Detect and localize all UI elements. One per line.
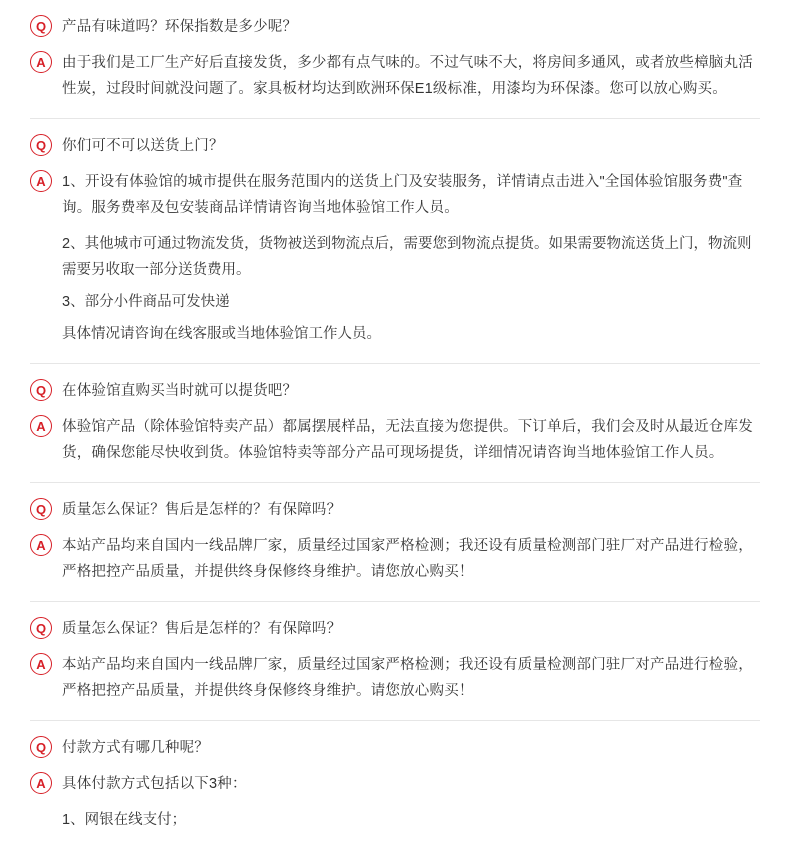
faq-answer-text: 具体付款方式包括以下3种： xyxy=(62,776,247,792)
faq-answer-extra-text: 3、部分小件商品可发快递 xyxy=(62,294,230,310)
answer-badge-icon: A xyxy=(30,170,52,192)
faq-item xyxy=(30,483,760,602)
faq-question-row xyxy=(30,616,760,642)
faq-answer-row xyxy=(30,169,760,221)
faq-answer-row xyxy=(30,771,760,797)
faq-answer-extra-row xyxy=(30,321,760,347)
faq-answer-text: 本站产品均来自国内一线品牌厂家，质量经过国家严格检测；我还设有质量检测部门驻厂对产品进行检验，严格把控产品质量，并提供终身保修终身维护。请您放心购买！ xyxy=(62,538,753,580)
answer-badge-icon: A xyxy=(30,772,52,794)
faq-question-row xyxy=(30,14,760,40)
question-badge-icon: Q xyxy=(30,134,52,156)
faq-question-row xyxy=(30,735,760,761)
question-badge-icon: Q xyxy=(30,617,52,639)
faq-answer-extra-text: 2、其他城市可通过物流发货，货物被送到物流点后，需要您到物流点提货。如果需要物流送货上门，物流则需要另收取一部分送货费用。 xyxy=(62,236,752,278)
faq-item xyxy=(30,119,760,364)
answer-badge-icon: A xyxy=(30,415,52,437)
faq-answer-text: 1、开设有体验馆的城市提供在服务范围内的送货上门及安装服务，详情请点击进入"全国体验馆服务费"查询。服务费率及包安装商品详情请咨询当地体验馆工作人员。 xyxy=(62,174,743,216)
faq-answer-extra-row xyxy=(30,231,760,283)
answer-badge-icon: A xyxy=(30,51,52,73)
faq-answer-text: 体验馆产品（除体验馆特卖产品）都属摆展样品，无法直接为您提供。下订单后，我们会及时从最近仓库发货，确保您能尽快收到货。体验馆特卖等部分产品可现场提货，详细情况请咨询当地体验馆工作人员。 xyxy=(62,419,753,461)
faq-question-text: 在体验馆直购买当时就可以提货吧？ xyxy=(62,383,298,399)
question-badge-icon: Q xyxy=(30,498,52,520)
faq-question-text: 质量怎么保证？售后是怎样的？有保障吗？ xyxy=(62,621,342,637)
faq-answer-extra-text: 1、网银在线支付； xyxy=(62,812,187,828)
faq-question-text: 质量怎么保证？售后是怎样的？有保障吗？ xyxy=(62,502,342,518)
faq-question-row xyxy=(30,497,760,523)
faq-item xyxy=(30,602,760,721)
answer-badge-icon: A xyxy=(30,653,52,675)
faq-question-row xyxy=(30,378,760,404)
faq-answer-row xyxy=(30,50,760,102)
faq-question-text: 产品有味道吗？环保指数是多少呢？ xyxy=(62,19,298,35)
faq-answer-extra-text: 具体情况请咨询在线客服或当地体验馆工作人员。 xyxy=(62,326,381,342)
answer-badge-icon: A xyxy=(30,534,52,556)
faq-item xyxy=(30,364,760,483)
faq-answer-text: 本站产品均来自国内一线品牌厂家，质量经过国家严格检测；我还设有质量检测部门驻厂对产品进行检验，严格把控产品质量，并提供终身保修终身维护。请您放心购买！ xyxy=(62,657,753,699)
faq-answer-extra-row xyxy=(30,807,760,833)
question-badge-icon: Q xyxy=(30,15,52,37)
faq-answer-extra-row xyxy=(30,289,760,315)
faq-answer-text: 由于我们是工厂生产好后直接发货，多少都有点气味的。不过气味不大，将房间多通风，或者放些樟脑丸活性炭，过段时间就没问题了。家具板材均达到欧洲环保E1级标准，用漆均为环保漆。您可以放心购买。 xyxy=(62,55,753,97)
faq-answer-row xyxy=(30,652,760,704)
faq-question-text: 你们可不可以送货上门？ xyxy=(62,138,224,154)
faq-question-text: 付款方式有哪几种呢？ xyxy=(62,740,209,756)
faq-answer-row xyxy=(30,533,760,585)
faq-question-row xyxy=(30,133,760,159)
question-badge-icon: Q xyxy=(30,736,52,758)
question-badge-icon: Q xyxy=(30,379,52,401)
faq-item xyxy=(30,721,760,849)
faq-item xyxy=(30,0,760,119)
faq-answer-row xyxy=(30,414,760,466)
